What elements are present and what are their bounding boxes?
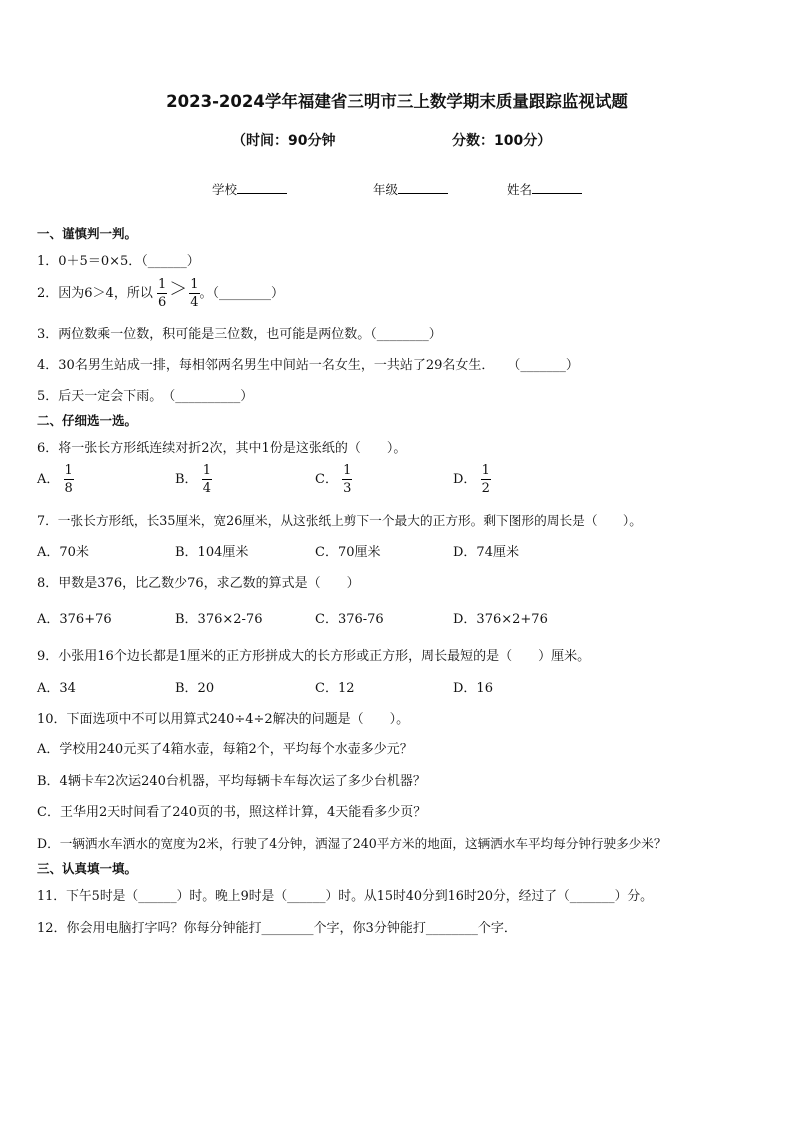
- grade-blank: [398, 181, 448, 194]
- question-10-option-d: D．一辆洒水车洒水的宽度为2米，行驶了4分钟，洒湿了240平方米的地面，这辆洒水车平均每分钟行驶多少米？: [37, 836, 667, 851]
- question-7: 7．一张长方形纸，长35厘米，宽26厘米，从这张纸上剪下一个最大的正方形。剩下图形的周长是（ ）。: [37, 513, 642, 528]
- question-8-option-a: A．376+76: [37, 612, 112, 627]
- question-6-option-c: C． $\frac{1}{3}$: [315, 463, 352, 496]
- exam-title: 2023-2024学年福建省三明市三上数学期末质量跟踪监视试题: [166, 92, 628, 111]
- question-9-option-b: B．20: [175, 681, 215, 696]
- question-4: 4．30名男生站成一排，每相邻两名男生中间站一名女生，一共站了29名女生． （_______）: [37, 358, 579, 373]
- greater-than-sign: ＞: [169, 279, 188, 300]
- name-field: [507, 180, 582, 198]
- grade-field: [373, 180, 448, 198]
- question-12: 12．你会用电脑打字吗？你每分钟能打________个字，你3分钟能打________个字．: [37, 921, 517, 936]
- fraction-one-sixth: $\frac{1}{6}$: [157, 277, 167, 310]
- question-8-option-c: C．376-76: [315, 612, 384, 627]
- exam-time: （时间：90分钟: [232, 133, 336, 149]
- name-blank: [532, 181, 582, 194]
- school-label: 学校: [212, 182, 238, 197]
- question-7-option-a: A．70米: [37, 545, 89, 560]
- question-6-option-b: B． $\frac{1}{4}$: [175, 463, 211, 496]
- question-7-option-c: C．70厘米: [315, 545, 381, 560]
- fraction-one-half: $\frac{1}{2}$: [481, 463, 490, 496]
- fraction-one-third: $\frac{1}{3}$: [343, 463, 352, 496]
- question-2-text: 2．因为6＞4，所以: [37, 286, 153, 301]
- question-2-answer: 。（________）: [199, 286, 285, 301]
- fraction-one-fourth: $\frac{1}{4}$: [202, 463, 211, 496]
- question-11: 11．下午5时是（______）时。晚上9时是（______）时。从15时40分到16时20分，经过了（_______）分。: [37, 889, 653, 904]
- question-10-option-c: C．王华用2天时间看了240页的书，照这样计算，4天能看多少页？: [37, 805, 427, 820]
- question-1: 1．0＋5＝0×5．（______）: [37, 254, 200, 269]
- question-9: 9．小张用16个边长都是1厘米的正方形拼成大的长方形或正方形，周长最短的是（ ）厘米。: [37, 649, 591, 664]
- question-8: 8．甲数是376，比乙数少76，求乙数的算式是（ ）: [37, 576, 360, 591]
- section-heading-3: 三、认真填一填。: [37, 861, 138, 876]
- fraction-one-fourth: $\frac{1}{4}$: [190, 277, 199, 310]
- question-9-option-d: D．16: [453, 681, 493, 696]
- section-heading-1: 一、谨慎判一判。: [37, 226, 138, 241]
- school-field: [212, 180, 287, 198]
- question-2: [37, 276, 284, 311]
- question-10-option-b: B．4辆卡车2次运240台机器，平均每辆卡车每次运了多少台机器？: [37, 774, 426, 789]
- question-10: 10．下面选项中不可以用算式240÷4÷2解决的问题是（ ）。: [37, 712, 410, 727]
- name-label: 姓名: [507, 182, 533, 197]
- section-heading-2: 二、仔细选一选。: [37, 413, 138, 428]
- question-3: 3．两位数乘一位数，积可能是三位数，也可能是两位数。（________）: [37, 327, 442, 342]
- question-9-option-c: C．12: [315, 681, 355, 696]
- school-blank: [237, 181, 287, 194]
- question-5: 5．后天一定会下雨。 （__________）: [37, 389, 254, 404]
- question-9-option-a: A．34: [37, 681, 76, 696]
- question-8-option-b: B．376×2-76: [175, 612, 263, 627]
- question-6: 6．将一张长方形纸连续对折2次，其中1份是这张纸的（ ）。: [37, 441, 407, 456]
- exam-score: 分数：100分）: [452, 133, 552, 149]
- grade-label: 年级: [373, 182, 399, 197]
- question-7-option-b: B．104厘米: [175, 545, 249, 560]
- question-6-option-d: D． $\frac{1}{2}$: [453, 463, 490, 496]
- question-6-option-a: A． $\frac{1}{8}$: [37, 463, 73, 496]
- question-7-option-d: D．74厘米: [453, 545, 519, 560]
- question-8-option-d: D．376×2+76: [453, 612, 548, 627]
- question-10-option-a: A．学校用240元买了4箱水壶，每箱2个，平均每个水壶多少元？: [37, 742, 413, 757]
- fraction-one-eighth: $\frac{1}{8}$: [64, 463, 73, 496]
